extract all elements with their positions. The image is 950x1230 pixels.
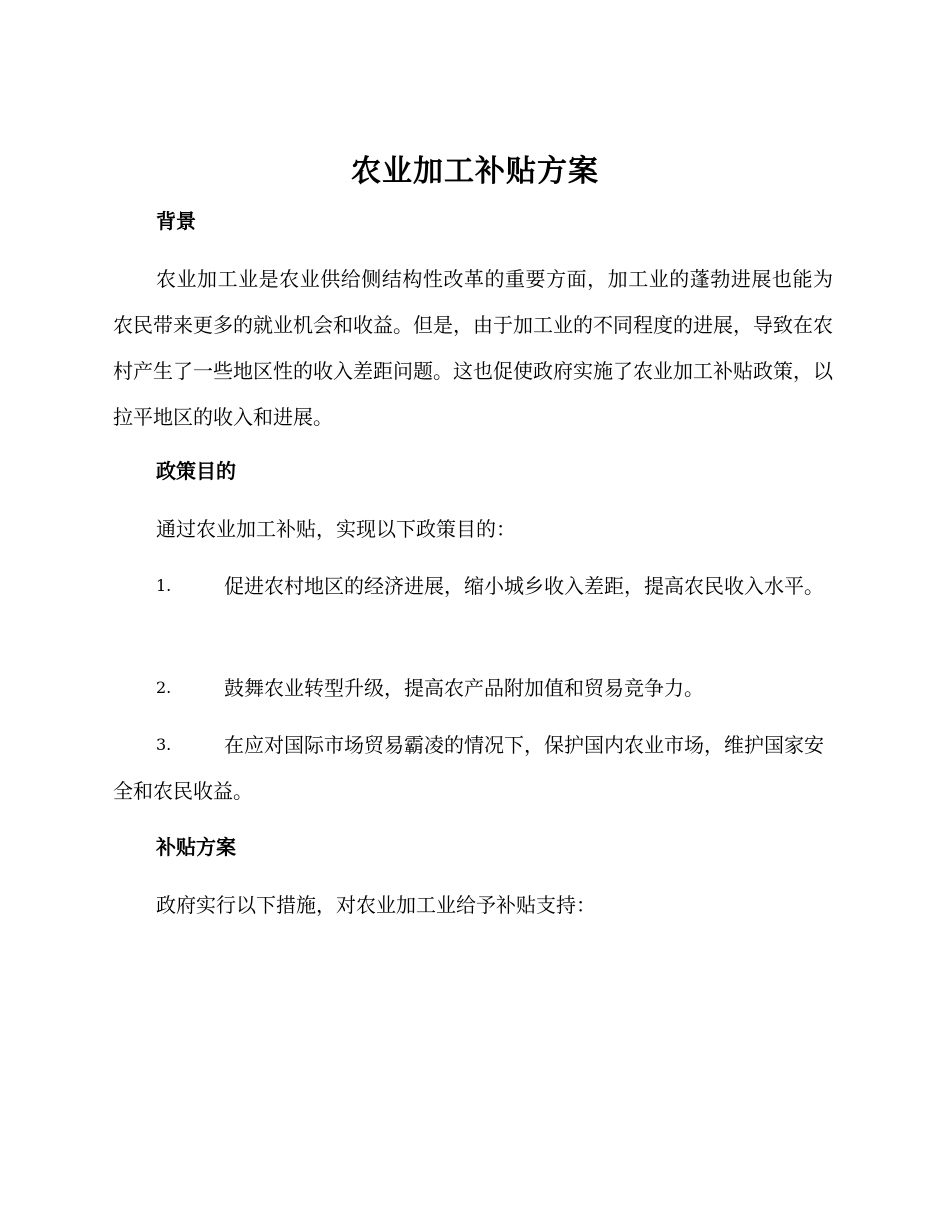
purpose-list-item-1 — [113, 563, 833, 609]
list-item-number: 2. — [156, 678, 172, 697]
section-heading-background: 背景 — [156, 209, 196, 233]
document-title: 农业加工补贴方案 — [351, 154, 599, 189]
list-item-number: 1. — [156, 576, 172, 595]
purpose-list-item-2 — [113, 665, 833, 711]
list-item-text: 促进农村地区的经济进展，缩小城乡收入差距，提高农民收入水平。 — [224, 574, 824, 598]
section-heading-plan: 补贴方案 — [156, 835, 236, 859]
section-heading-purpose: 政策目的 — [156, 459, 236, 483]
background-paragraph: 农业加工业是农业供给侧结构性改革的重要方面，加工业的蓬勃进展也能为农民带来更多的就业机会和收益。但是，由于加工业的不同程度的进展，导致在农村产生了一些地区性的收入差距问题。这也促使政府实施了农业加工补贴政策，以拉平地区的收入和进展。 — [113, 267, 833, 429]
list-item-number: 3. — [156, 735, 172, 754]
plan-intro: 政府实行以下措施，对农业加工业给予补贴支持： — [156, 893, 596, 917]
purpose-intro: 通过农业加工补贴，实现以下政策目的： — [156, 517, 516, 541]
list-item-text: 鼓舞农业转型升级，提高农产品附加值和贸易竞争力。 — [224, 676, 704, 700]
list-item-text: 在应对国际市场贸易霸凌的情况下，保护国内农业市场，维护国家安全和农民收益。 — [113, 733, 824, 803]
purpose-list-item-3 — [113, 722, 833, 814]
